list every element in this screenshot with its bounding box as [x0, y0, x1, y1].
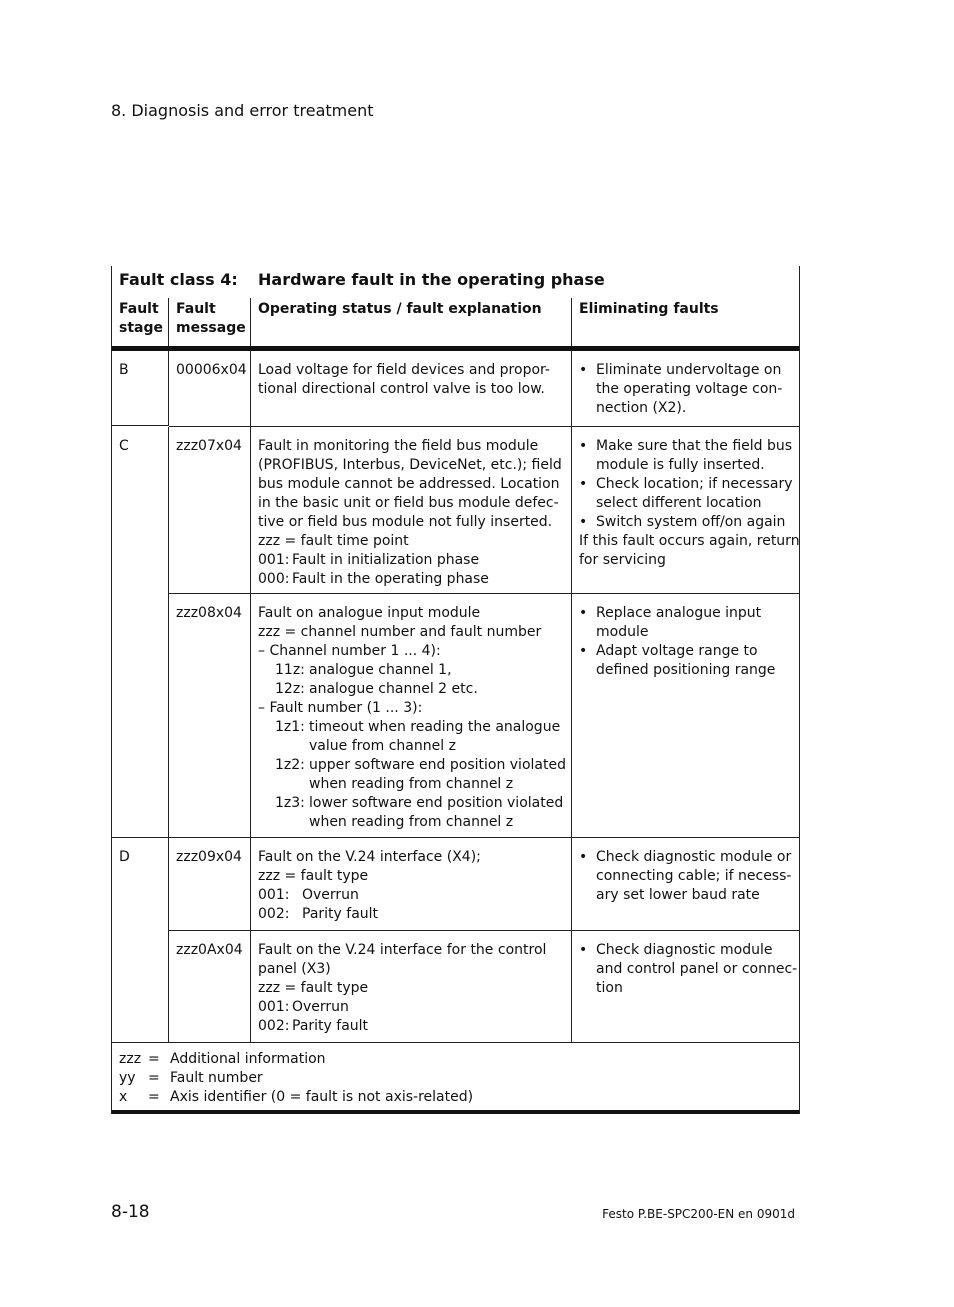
- code: 002:: [258, 906, 290, 922]
- fault-line-cont: when reading from channel z: [309, 776, 514, 792]
- elim-line: nection (X2).: [596, 400, 687, 416]
- cell-status: [251, 427, 572, 594]
- elim-line: • Make sure that the field bus: [596, 438, 793, 454]
- cell-message: zzz08x04: [169, 594, 251, 838]
- elim-line: defined positioning range: [596, 662, 776, 678]
- elim-item: [579, 941, 798, 998]
- cell-stage: C: [112, 427, 169, 838]
- elim-line: • Check diagnostic module: [596, 942, 773, 958]
- cell-elim: [572, 931, 799, 1042]
- code: 1z3:: [275, 795, 305, 811]
- cell-elim: [572, 838, 799, 931]
- table-legend: [112, 1042, 799, 1114]
- group-c-rows: [169, 427, 799, 838]
- elim-item: [579, 642, 792, 680]
- elim-item: [579, 437, 792, 475]
- cell-message: 00006x04: [169, 351, 251, 427]
- status-line: zzz = channel number and fault number: [258, 624, 542, 640]
- fault-table: [111, 266, 800, 1114]
- status-line: tional directional control valve is too low.: [258, 381, 545, 397]
- fault-line: [258, 718, 564, 737]
- fault-line: [258, 756, 564, 775]
- cell-elim: [572, 594, 799, 838]
- cell-status: [251, 838, 572, 931]
- status-line: Fault on analogue input module: [258, 605, 481, 621]
- document-id: Festo P.BE-SPC200-EN en 0901d: [602, 1207, 795, 1221]
- code: 002:: [258, 1018, 290, 1034]
- cell-status: [251, 931, 572, 1042]
- status-line: zzz = fault type: [258, 868, 369, 884]
- code-text: analogue channel 2 etc.: [309, 681, 478, 697]
- cell-stage: D: [112, 838, 169, 1042]
- legend-eq: =: [148, 1051, 160, 1067]
- elim-item: [579, 848, 792, 905]
- code-text: timeout when reading the analogue: [309, 719, 561, 735]
- code: 001:: [258, 887, 290, 903]
- elim-item: [579, 475, 792, 513]
- code-line: [258, 886, 564, 905]
- channel-line: [258, 680, 564, 699]
- cell-elim: [572, 351, 799, 427]
- col-header-stage: [112, 298, 169, 346]
- code-line: [258, 905, 564, 924]
- elim-line: select different location: [596, 495, 762, 511]
- status-line: zzz = fault type: [258, 980, 369, 996]
- fault-line-cont: value from channel z: [309, 738, 456, 754]
- chapter-heading: 8. Diagnosis and error treatment: [111, 101, 374, 120]
- legend-line: [119, 1050, 792, 1069]
- code-text: Overrun: [292, 999, 349, 1015]
- status-line: Fault on the V.24 interface for the control: [258, 942, 547, 958]
- group-d-rows: [169, 838, 799, 1042]
- elim-line: • Eliminate undervoltage on: [596, 362, 782, 378]
- elim-line: module: [596, 624, 649, 640]
- cell-message: zzz07x04: [169, 427, 251, 594]
- fault-class-title: Hardware fault in the operating phase: [258, 270, 605, 289]
- elim-line: tion: [596, 980, 623, 996]
- legend-key: zzz: [119, 1051, 142, 1067]
- col-header-status: Operating status / fault explanation: [251, 298, 572, 346]
- table-row-c2: [169, 594, 799, 838]
- elim-line: • Check diagnostic module or: [596, 849, 792, 865]
- table-row-d2: [169, 931, 799, 1042]
- col-header-stage-line: Fault: [119, 301, 159, 317]
- elim-item: [579, 513, 792, 532]
- cell-message: zzz09x04: [169, 838, 251, 931]
- code: 001:: [258, 552, 290, 568]
- table-group-d: [112, 838, 799, 1042]
- elim-item: [579, 361, 792, 418]
- fault-line: [258, 794, 564, 813]
- elim-line: • Check location; if necessary: [596, 476, 793, 492]
- elim-note: If this fault occurs again, return: [579, 533, 800, 549]
- legend-text: Additional information: [170, 1051, 326, 1067]
- code-text: Parity fault: [292, 1018, 369, 1034]
- status-line: zzz = fault time point: [258, 533, 409, 549]
- fault-class-label: Fault class 4:: [119, 270, 238, 289]
- status-line: Load voltage for field devices and propor-: [258, 362, 550, 378]
- table-row-b: [112, 351, 799, 427]
- code: 1z1:: [275, 719, 305, 735]
- code: 11z:: [275, 662, 305, 678]
- cell-stage: B: [112, 351, 169, 426]
- legend-text: Fault number: [170, 1070, 263, 1086]
- status-line: panel (X3): [258, 961, 331, 977]
- code-text: Overrun: [302, 887, 359, 903]
- legend-eq: =: [148, 1089, 160, 1105]
- status-line: (PROFIBUS, Interbus, DeviceNet, etc.); field: [258, 457, 562, 473]
- code: 001:: [258, 999, 290, 1015]
- legend-key: yy: [119, 1070, 136, 1086]
- status-line: Fault in monitoring the field bus module: [258, 438, 539, 454]
- table-heading: [112, 266, 799, 298]
- cell-message: zzz0Ax04: [169, 931, 251, 1042]
- code-text: Parity fault: [302, 906, 379, 922]
- elim-line: ary set lower baud rate: [596, 887, 760, 903]
- elim-note: for servicing: [579, 552, 666, 568]
- col-header-message: [169, 298, 251, 346]
- table-group-c: [112, 427, 799, 838]
- column-header-row: [112, 298, 799, 351]
- legend-key: x: [119, 1089, 128, 1105]
- col-header-stage-line: stage: [119, 320, 163, 336]
- table-row-d1: [169, 838, 799, 931]
- elim-line: module is fully inserted.: [596, 457, 765, 473]
- legend-eq: =: [148, 1070, 160, 1086]
- legend-line: [119, 1069, 792, 1088]
- fault-line-cont: when reading from channel z: [309, 814, 514, 830]
- code-line: [258, 998, 564, 1017]
- code: 12z:: [275, 681, 305, 697]
- table-row-c1: [169, 427, 799, 594]
- page-number: 8-18: [111, 1202, 150, 1222]
- col-header-message-line: Fault: [176, 301, 216, 317]
- code: 000:: [258, 571, 290, 587]
- channel-heading: – Channel number 1 ... 4):: [258, 643, 441, 659]
- code-line: [258, 551, 564, 570]
- cell-status: [251, 351, 572, 427]
- elim-line: the operating voltage con-: [596, 381, 783, 397]
- elim-line: • Switch system off/on again: [596, 514, 786, 530]
- status-line: Fault on the V.24 interface (X4);: [258, 849, 481, 865]
- code-line: [258, 1017, 564, 1036]
- code-text: Fault in the operating phase: [292, 571, 489, 587]
- fault-heading: – Fault number (1 ... 3):: [258, 700, 423, 716]
- code: 1z2:: [275, 757, 305, 773]
- elim-line: connecting cable; if necess-: [596, 868, 792, 884]
- legend-text: Axis identifier (0 = fault is not axis-related): [170, 1089, 474, 1105]
- code-line: [258, 570, 564, 589]
- code-text: analogue channel 1,: [309, 662, 452, 678]
- col-header-message-line: message: [176, 320, 246, 336]
- code-text: lower software end position violated: [309, 795, 564, 811]
- elim-line: and control panel or connec-: [596, 961, 798, 977]
- cell-status: [251, 594, 572, 838]
- status-line: in the basic unit or field bus module defec-: [258, 495, 559, 511]
- channel-line: [258, 661, 564, 680]
- code-text: Fault in initialization phase: [292, 552, 480, 568]
- cell-elim: [572, 427, 799, 594]
- status-line: bus module cannot be addressed. Location: [258, 476, 560, 492]
- elim-line: • Replace analogue input: [596, 605, 762, 621]
- elim-line: • Adapt voltage range to: [596, 643, 758, 659]
- elim-item: [579, 604, 792, 642]
- col-header-elim: Eliminating faults: [579, 301, 719, 317]
- legend-line: [119, 1088, 792, 1107]
- status-line: tive or field bus module not fully inserted.: [258, 514, 553, 530]
- code-text: upper software end position violated: [309, 757, 566, 773]
